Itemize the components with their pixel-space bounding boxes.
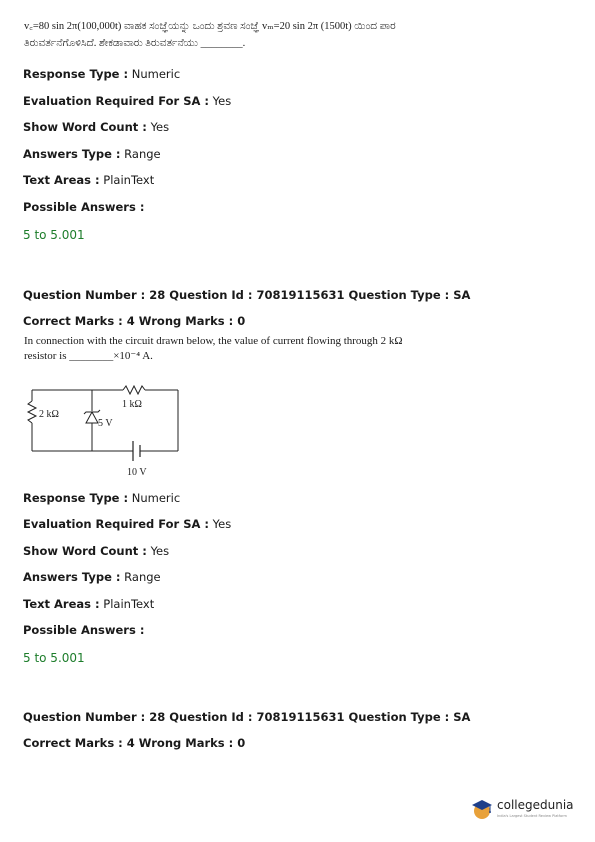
battery-label: 10 V xyxy=(127,467,147,478)
logo-tagline: India's Largest Student Review Platform xyxy=(497,814,567,818)
question-27-line-2: ತಿರುವರ್ತನೆಗೊಳಿಸಿದೆ. ಶೇಕಡಾವಾರು ತಿರುವರ್ತನೆಯು ________. xyxy=(24,38,246,49)
possible-answers-row-28: Possible Answers : xyxy=(23,623,145,637)
graduate-cap-icon xyxy=(470,797,494,821)
response-type-row-28: Response Type : Numeric xyxy=(23,491,181,505)
resistor-2k-label: 2 kΩ xyxy=(39,409,59,420)
question-28-line-1: In connection with the circuit drawn below, the value of current flowing through 2 kΩ xyxy=(24,335,403,347)
question-27-text xyxy=(24,18,564,52)
collegedunia-logo xyxy=(470,795,580,829)
logo-name: collegedunia xyxy=(497,798,574,812)
resistor-1k-label: 1 kΩ xyxy=(122,399,142,410)
zener-label: 5 V xyxy=(98,418,113,429)
question-28-text xyxy=(24,334,403,364)
resistor-1k-symbol xyxy=(123,386,145,394)
word-count-row: Show Word Count : Yes xyxy=(23,120,170,134)
text-areas-row-28: Text Areas : PlainText xyxy=(23,597,155,611)
question-28-header: Question Number : 28 Question Id : 70819115631 Question Type : SA xyxy=(23,288,471,302)
answers-type-row: Answers Type : Range xyxy=(23,147,161,161)
text-areas-row: Text Areas : PlainText xyxy=(23,173,155,187)
response-type-row: Response Type : Numeric xyxy=(23,67,181,81)
question-27-line-1: v꜀=80 sin 2π(100,000t) ವಾಹಕ ಸಂಜ್ಞೆಯನ್ನು ಒಂದು ಶ್ರವಣ ಸಂಜ್ಞೆ vₘ=20 sin 2π (1500t) ಯಿಂದ ಪಾರ xyxy=(24,21,396,32)
question-28-line-2: resistor is ________×10⁻⁴ A. xyxy=(24,350,153,362)
possible-answers-row: Possible Answers : xyxy=(23,200,145,214)
evaluation-row-28: Evaluation Required For SA : Yes xyxy=(23,517,232,531)
possible-answer-value-28: 5 to 5.001 xyxy=(23,651,85,665)
possible-answer-value: 5 to 5.001 xyxy=(23,228,85,242)
circuit-diagram xyxy=(26,381,186,481)
resistor-2k-symbol xyxy=(28,401,36,423)
question-28b-header: Question Number : 28 Question Id : 70819115631 Question Type : SA xyxy=(23,710,471,724)
word-count-row-28: Show Word Count : Yes xyxy=(23,544,170,558)
battery-symbol xyxy=(133,441,140,461)
evaluation-row: Evaluation Required For SA : Yes xyxy=(23,94,232,108)
answers-type-row-28: Answers Type : Range xyxy=(23,570,161,584)
question-28-marks: Correct Marks : 4 Wrong Marks : 0 xyxy=(23,314,246,328)
question-28b-marks: Correct Marks : 4 Wrong Marks : 0 xyxy=(23,736,246,750)
